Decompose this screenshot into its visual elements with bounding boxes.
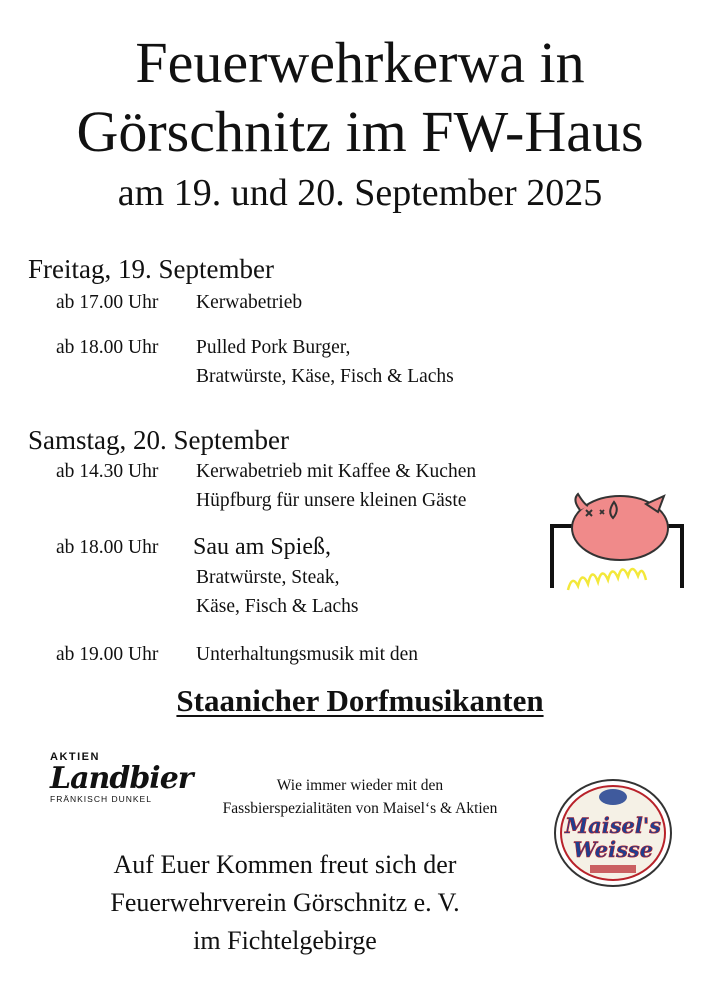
- footer-line-3: im Fichtelgebirge: [193, 926, 377, 955]
- saturday-desc-2a: Sau am Spieß,: [193, 534, 331, 560]
- logo-left-sub: FRÄNKISCH DUNKEL: [50, 794, 152, 804]
- friday-time-1: ab 17.00 Uhr: [56, 292, 159, 313]
- beer-note-line-2: Fassbierspezialitäten von Maisel‘s & Aktien: [222, 800, 498, 817]
- footer-line-1: Auf Euer Kommen freut sich der: [113, 850, 457, 879]
- saturday-time-1: ab 14.30 Uhr: [56, 461, 159, 482]
- beer-note-line-1: Wie immer wieder mit den: [276, 777, 444, 794]
- saturday-heading: Samstag, 20. September: [28, 425, 289, 455]
- friday-desc-1: Kerwabetrieb: [196, 292, 303, 313]
- logo-right-line-2: Weisse: [572, 837, 654, 862]
- title-line-1: Feuerwehrkerwa in: [135, 30, 585, 95]
- friday-heading: Freitag, 19. September: [28, 254, 274, 284]
- maisels-weisse-logo: [552, 777, 674, 889]
- saturday-desc-2c: Käse, Fisch & Lachs: [196, 596, 359, 617]
- logo-left-top: AKTIEN: [50, 751, 100, 763]
- saturday-desc-2b: Bratwürste, Steak,: [196, 567, 340, 588]
- saturday-desc-3: Unterhaltungsmusik mit den: [196, 644, 419, 665]
- friday-desc-2a: Pulled Pork Burger,: [196, 337, 351, 358]
- logo-right-line-1: Maisel's: [564, 813, 662, 838]
- title-line-2: Görschnitz im FW-Haus: [76, 99, 644, 164]
- fire-icon: [568, 569, 646, 590]
- saturday-desc-1a: Kerwabetrieb mit Kaffee & Kuchen: [196, 461, 477, 482]
- logo-left-script: Landbier: [50, 761, 193, 796]
- pig-icon: [572, 494, 668, 560]
- saturday-time-3: ab 19.00 Uhr: [56, 644, 159, 665]
- subtitle: am 19. und 20. September 2025: [117, 172, 603, 214]
- friday-time-2: ab 18.00 Uhr: [56, 337, 159, 358]
- saturday-desc-1b: Hüpfburg für unsere kleinen Gäste: [196, 490, 467, 511]
- band-name: Staanicher Dorfmusikanten: [176, 683, 544, 718]
- friday-desc-2b: Bratwürste, Käse, Fisch & Lachs: [196, 366, 454, 387]
- saturday-time-2: ab 18.00 Uhr: [56, 537, 159, 558]
- pig-on-spit-illustration: [540, 480, 690, 600]
- aktien-landbier-logo: [50, 751, 193, 804]
- footer-line-2: Feuerwehrverein Görschnitz e. V.: [110, 888, 460, 917]
